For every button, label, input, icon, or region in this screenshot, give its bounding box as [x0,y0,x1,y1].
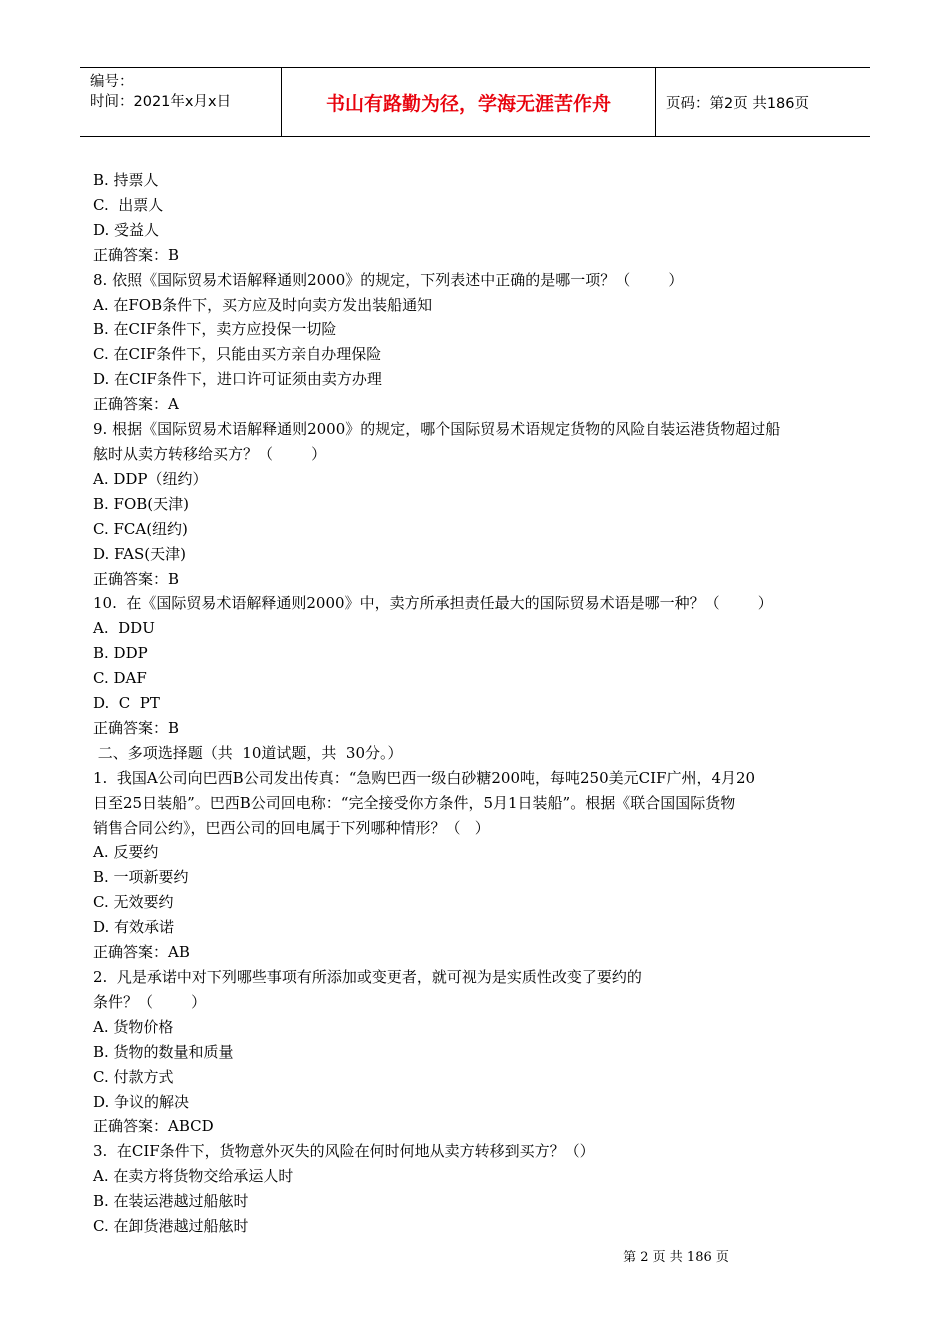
text-line: 正确答案：B [93,245,180,264]
text-line: 3. 在CIF条件下，货物意外灭失的风险在何时何地从卖方转移到买方？（） [93,1142,595,1161]
text-line: B. 在装运港越过船舷时 [93,1192,249,1211]
text-line: 1. 我国A公司向巴西B公司发出传真：“急购巴西一级白砂糖200吨，每吨250美元CIF广州，4月20 [93,768,756,787]
text-line: A. DDP（纽约） [93,469,208,488]
text-line: 正确答案：B [93,718,180,737]
page-footer [0,1246,950,1265]
text-line: 正确答案：A [93,395,179,414]
text-line: B. DDP [93,644,148,663]
header-page-info: 页码：第2页 共186页 [666,95,810,112]
text-line: 条件？（ ） [93,992,207,1011]
text-line: 9. 根据《国际贸易术语解释通则2000》的规定，哪个国际贸易术语规定货物的风险自装运港货物超过船 [93,420,781,439]
text-line: D. C PT [93,694,160,713]
text-line: B. 一项新要约 [93,868,189,887]
text-line: C. 无效要约 [93,893,174,912]
text-line: C. FCA(纽约) [93,519,188,538]
text-line: D. 受益人 [93,220,160,239]
header-meta [80,68,282,136]
page-header [80,67,870,137]
text-line: 10. 在《国际贸易术语解释通则2000》中，卖方所承担责任最大的国际贸易术语是哪一种？（ ） [93,594,773,613]
text-line: C. 在卸货港越过船舷时 [93,1217,249,1236]
text-line: A. 反要约 [93,843,159,862]
text-line: B. 在CIF条件下，卖方应投保一切险 [93,320,337,339]
text-line: B. 货物的数量和质量 [93,1042,234,1061]
text-line: B. FOB(天津) [93,494,189,513]
footer-page-number: 第 2 页 共 186 页 [623,1250,729,1265]
text-line: 日至25日装船”。巴西B公司回电称：“完全接受你方条件，5月1日装船”。根据《联合国国际货物 [93,793,736,812]
text-line: D. 争议的解决 [93,1092,190,1111]
text-line: C. 付款方式 [93,1067,174,1086]
document-date: 时间：2021年x月x日 [90,94,232,110]
document-body [93,168,863,1239]
text-line: 正确答案：ABCD [93,1117,214,1136]
text-line: 销售合同公约》，巴西公司的回电属于下列哪种情形？（ ） [93,818,490,837]
text-line: 2. 凡是承诺中对下列哪些事项有所添加或变更者，就可视为是实质性改变了要约的 [93,968,642,986]
text-line: 二、多项选择题（共 10道试题，共 30分。） [93,743,403,762]
text-line: 8. 依照《国际贸易术语解释通则2000》的规定，下列表述中正确的是哪一项？（ ） [93,270,684,289]
text-line: 正确答案：B [93,569,180,588]
text-line: D. FAS(天津) [93,544,186,563]
text-line: A. DDU [93,619,155,638]
text-line: B. 持票人 [93,171,159,189]
header-motto: 书山有路勤为径，学海无涯苦作舟 [282,68,656,136]
document-number-label: 编号： [90,74,134,90]
text-line: 正确答案：AB [93,943,190,962]
text-line: C. 在CIF条件下，只能由买方亲自办理保险 [93,345,382,364]
text-line: A. 在卖方将货物交给承运人时 [93,1167,294,1186]
text-line: 舷时从卖方转移给买方？（ ） [93,444,327,463]
text-line: A. 在FOB条件下，买方应及时向卖方发出装船通知 [93,295,433,314]
text-line: C. 出票人 [93,195,164,214]
text-line: D. 有效承诺 [93,918,175,937]
text-line: A. 货物价格 [93,1017,174,1036]
text-line: C. DAF [93,669,147,688]
text-line: D. 在CIF条件下，进口许可证须由卖方办理 [93,370,382,389]
